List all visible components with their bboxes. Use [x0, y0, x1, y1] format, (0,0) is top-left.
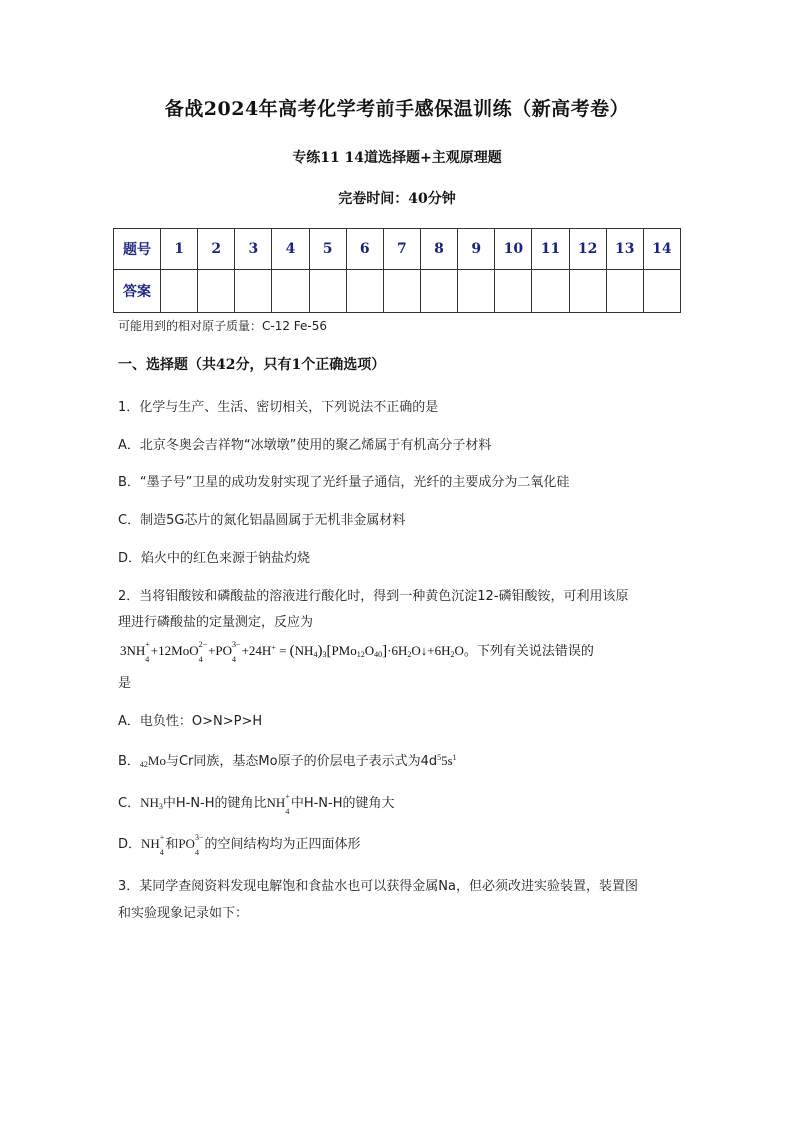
answer-cell[interactable]: [420, 270, 457, 313]
question-2-option-b-label: B．: [118, 754, 140, 769]
answer-cell[interactable]: [495, 270, 532, 313]
reaction-equation: 3NH+ $_4$+12MoO$^{2-}$ $_4+PO^{3-}$ $_4+24H^+ = (NH_4)_3[PMo_{12}O_{40}]\cdot 6H_2O↓+6H_2O$。下列有关说法错误的: [120, 639, 594, 664]
question-2-option-a: A．电负性：O>N>P>H: [118, 714, 263, 729]
question-2-stem-line-1: 2．当将钼酸铵和磷酸盐的溶液进行酸化时，得到一种黄色沉淀12-磷钼酸铵，可利用该原: [118, 589, 629, 604]
question-1-option-b: B．“墨子号”卫星的成功发射实现了光纤量子通信，光纤的主要成分为二氧化硅: [118, 475, 570, 490]
answer-cell[interactable]: [198, 270, 235, 313]
question-2-option-b: B．$_{42}$Mo与Cr同族，基态Mo原子的价层电子表示式为$4d^55s^1$: [118, 753, 457, 769]
answer-table-number-row: [114, 229, 681, 270]
question-number-cell: 11: [532, 229, 569, 270]
question-number-cell: 13: [606, 229, 643, 270]
question-1-option-c: C．制造5G芯片的氮化铝晶圆属于无机非金属材料: [118, 513, 406, 528]
answer-table-answer-row: [114, 270, 681, 313]
question-number-cell: 5: [309, 229, 346, 270]
answer-cell[interactable]: [161, 270, 198, 313]
question-2-option-c-text-1: 中H-N-H的键角比: [162, 796, 267, 811]
question-number-cell: 2: [198, 229, 235, 270]
question-number-cell: 3: [235, 229, 272, 270]
question-2-option-d-text-2: 的空间结构均为正四面体形: [204, 837, 361, 852]
question-1-option-d: D．焰火中的红色来源于钠盐灼烧: [118, 551, 311, 566]
answer-cell[interactable]: [606, 270, 643, 313]
question-1-stem: 1．化学与生产、生活、密切相关，下列说法不正确的是: [118, 400, 439, 415]
question-2-option-d: D．NH+ $_4$和$PO^{3-}$ $_4$的空间结构均为正四面体形: [118, 832, 361, 857]
question-number-cell: 9: [458, 229, 495, 270]
question-3-stem-line-2: 和实验现象记录如下：: [118, 906, 249, 921]
answer-cell[interactable]: [272, 270, 309, 313]
time-limit: 完卷时间：40分钟: [338, 191, 456, 207]
answer-table: [113, 228, 681, 313]
answer-cell[interactable]: [309, 270, 346, 313]
answer-cell[interactable]: [346, 270, 383, 313]
question-2-stem-line-3: 是: [118, 676, 132, 691]
question-2-stem-after-formula: 。下列有关说法错误的: [463, 644, 594, 659]
question-3-stem-line-1: 3．某同学查阅资料发现电解饱和食盐水也可以获得金属Na，但必须改进实验装置，装置图: [118, 879, 638, 894]
question-number-cell: 4: [272, 229, 309, 270]
page-title: 备战2024年高考化学考前手感保温训练（新高考卷）: [164, 98, 630, 120]
question-number-cell: 6: [346, 229, 383, 270]
question-number-cell: 8: [420, 229, 457, 270]
question-2-option-c: C．$NH_3$中H-N-H的键角比NH+ $_4$中H-N-H的键角大: [118, 791, 395, 816]
answer-cell[interactable]: [235, 270, 272, 313]
question-2-option-b-text: 与Cr同族，基态Mo原子的价层电子表示式为4d: [165, 754, 438, 769]
atomic-masses-note: 可能用到的相对原子质量：C-12 Fe-56: [118, 319, 328, 333]
question-number-cell: 14: [643, 229, 680, 270]
question-number-cell: 1: [161, 229, 198, 270]
answer-cell[interactable]: [458, 270, 495, 313]
question-number-cell: 12: [569, 229, 606, 270]
section-heading-choice: 一、选择题（共42分，只有1个正确选项）: [118, 357, 386, 373]
question-2-option-d-text-1: 和: [165, 837, 179, 852]
question-number-cell: 10: [495, 229, 532, 270]
answer-cell[interactable]: [643, 270, 680, 313]
question-2-option-c-text-2: 中H-N-H的键角大: [290, 796, 395, 811]
answer-cell[interactable]: [569, 270, 606, 313]
page-subtitle: 专练11 14道选择题+主观原理题: [292, 150, 502, 166]
answer-table-answer-head: 答案: [114, 270, 161, 313]
question-number-cell: 7: [383, 229, 420, 270]
question-1-option-a: A．北京冬奥会吉祥物“冰墩墩”使用的聚乙烯属于有机高分子材料: [118, 438, 492, 453]
question-2-stem-line-2: 理进行磷酸盐的定量测定，反应为: [118, 615, 314, 630]
answer-cell[interactable]: [532, 270, 569, 313]
answer-table-number-head: 题号: [114, 229, 161, 270]
answer-cell[interactable]: [383, 270, 420, 313]
